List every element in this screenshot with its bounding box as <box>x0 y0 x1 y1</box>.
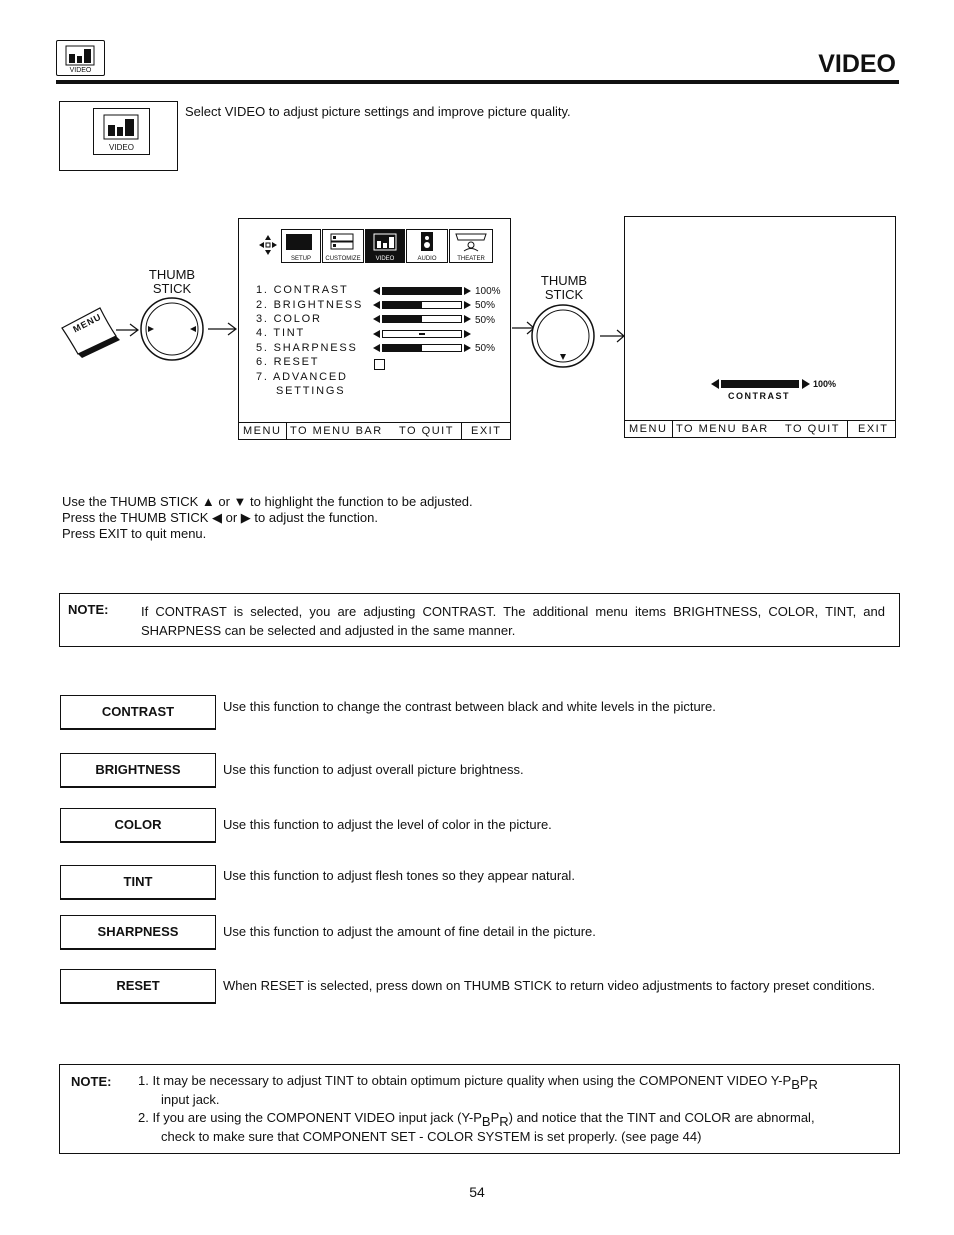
page-number: 54 <box>469 1184 485 1200</box>
note-box <box>59 593 900 647</box>
note-label: NOTE: <box>71 1074 112 1089</box>
tab-customize[interactable] <box>322 229 364 263</box>
note-label: NOTE: <box>68 602 109 617</box>
note-text: If CONTRAST is selected, you are adjusting CONTRAST. The additional menu items BRIGHTNESS, COLOR, TINT, and SHARPNESS can be selected and adjusted in the same manner. <box>141 604 885 638</box>
function-desc-color: Use this function to adjust the level of color in the picture. <box>223 817 552 832</box>
subscript-r: R <box>499 1114 509 1129</box>
function-label-tint: TINT <box>60 865 216 900</box>
brightness-slider-fill <box>383 302 422 308</box>
function-label-contrast: CONTRAST <box>60 695 216 730</box>
sharpness-slider-fill <box>383 345 422 351</box>
menu-item-tint[interactable]: 4. TINT <box>256 327 306 339</box>
tab-audio[interactable] <box>406 229 448 263</box>
navigation-pad-icon <box>257 233 279 257</box>
function-label-sharpness: SHARPNESS <box>60 915 216 950</box>
footer-menu: MENU <box>629 423 668 435</box>
function-desc-brightness: Use this function to adjust overall picture brightness. <box>223 762 524 777</box>
menu-item-sharpness[interactable]: 5. SHARPNESS <box>256 342 358 354</box>
footer-to-menu-bar: TO MENU BAR <box>676 423 769 435</box>
tab-setup-label: SETUP <box>290 256 311 262</box>
tv-icon <box>282 230 320 252</box>
theater-icon <box>450 230 492 252</box>
function-desc-sharpness: Use this function to adjust the amount of fine detail in the picture. <box>223 924 596 939</box>
brightness-slider[interactable] <box>382 301 462 309</box>
tab-theater-label: THEATER <box>457 256 485 262</box>
color-value: 50% <box>475 315 496 326</box>
thumb-stick-right-icon <box>530 302 628 372</box>
left-arrow-icon <box>710 378 720 390</box>
subscript-b: B <box>791 1077 800 1092</box>
reset-checkbox[interactable] <box>374 359 385 370</box>
video-icon <box>56 40 105 76</box>
thumb-label-right-2: STICK <box>544 287 584 302</box>
footer-to-quit: TO QUIT <box>785 423 840 435</box>
contrast-level-bar[interactable] <box>721 380 799 388</box>
contrast-adjust-screen <box>624 216 896 438</box>
video-icon <box>93 108 150 155</box>
letter-p: P <box>490 1110 500 1125</box>
left-arrows <box>371 285 381 365</box>
subscript-b: B <box>481 1114 491 1129</box>
menu-footer-bar <box>239 422 510 439</box>
footer-exit: EXIT <box>471 425 502 437</box>
subscript-r: R <box>808 1077 818 1092</box>
letter-p: P <box>799 1073 809 1088</box>
thumb-label-right-1: THUMB <box>540 273 588 288</box>
footer-to-quit: TO QUIT <box>399 425 454 437</box>
sharpness-value: 50% <box>475 343 496 354</box>
note-box <box>59 1064 900 1154</box>
tab-audio-label: AUDIO <box>417 256 437 262</box>
contrast-caption: CONTRAST <box>728 391 790 401</box>
note-item-2-cont: check to make sure that COMPONENT SET - COLOR SYSTEM is set properly. (see page 44) <box>161 1129 702 1144</box>
footer-menu: MENU <box>243 425 282 437</box>
instruction-line: Press EXIT to quit menu. <box>62 526 207 541</box>
sharpness-slider[interactable] <box>382 344 462 352</box>
customize-icon <box>323 230 363 252</box>
menu-key-label: MENU <box>71 311 104 335</box>
page-title: VIDEO <box>818 50 896 78</box>
brightness-value: 50% <box>475 300 496 311</box>
instruction-line: Press the THUMB STICK ◀ or ▶ to adjust the function. <box>62 510 378 525</box>
right-arrow-icon <box>801 378 811 390</box>
function-label-reset: RESET <box>60 969 216 1004</box>
footer-to-menu-bar: TO MENU BAR <box>290 425 383 437</box>
video-menu-screen <box>238 218 511 440</box>
note-item-2-text-end: ) and notice that the TINT and COLOR are abnormal, <box>508 1110 815 1125</box>
menu-item-contrast[interactable]: 1. CONTRAST <box>256 284 349 296</box>
menu-footer-bar <box>625 420 895 437</box>
tab-theater[interactable] <box>449 229 493 263</box>
thumb-label-left-2: STICK <box>152 281 192 296</box>
note-item-2-text: 2. If you are using the COMPONENT VIDEO input jack (Y-P <box>138 1110 482 1125</box>
menu-item-color[interactable]: 3. COLOR <box>256 313 322 325</box>
contrast-level-value: 100% <box>813 379 837 389</box>
note-item-1-text: 1. It may be necessary to adjust TINT to obtain optimum picture quality when using the COMPONENT VIDEO Y-P <box>138 1073 792 1088</box>
header-rule <box>56 80 899 84</box>
video-icon <box>366 230 404 252</box>
right-arrows <box>463 285 473 365</box>
tab-customize-label: CUSTOMIZE <box>325 256 361 262</box>
tint-center-marker <box>419 333 425 335</box>
tab-video[interactable] <box>365 229 405 263</box>
menu-item-advanced-settings[interactable]: SETTINGS <box>276 385 346 397</box>
thumb-stick-left-icon <box>140 295 240 365</box>
speaker-icon <box>407 230 447 252</box>
video-icon-caption: VIDEO <box>109 143 134 152</box>
contrast-slider[interactable] <box>382 287 462 295</box>
function-label-color: COLOR <box>60 808 216 843</box>
tab-video-label: VIDEO <box>375 256 395 262</box>
color-slider-fill <box>383 316 422 322</box>
tint-slider[interactable] <box>382 330 462 338</box>
tab-setup[interactable] <box>281 229 321 263</box>
function-desc-contrast: Use this function to change the contrast between black and white levels in the picture. <box>223 699 716 714</box>
contrast-value: 100% <box>475 286 501 297</box>
intro-text: Select VIDEO to adjust picture settings and improve picture quality. <box>185 104 571 119</box>
color-slider[interactable] <box>382 315 462 323</box>
footer-exit: EXIT <box>858 423 889 435</box>
video-icon-caption: VIDEO <box>69 67 92 74</box>
thumb-label-left-1: THUMB <box>148 267 196 282</box>
instruction-line: Use the THUMB STICK ▲ or ▼ to highlight the function to be adjusted. <box>62 494 473 509</box>
note-item-1-cont: input jack. <box>161 1092 220 1107</box>
function-label-brightness: BRIGHTNESS <box>60 753 216 788</box>
function-desc-tint: Use this function to adjust flesh tones so they appear natural. <box>223 868 575 883</box>
menu-item-advanced[interactable]: 7. ADVANCED <box>256 371 348 383</box>
menu-item-reset[interactable]: 6. RESET <box>256 356 320 368</box>
contrast-level-fill <box>721 380 799 388</box>
function-desc-reset: When RESET is selected, press down on THUMB STICK to return video adjustments to factory preset conditions. <box>223 978 875 993</box>
contrast-slider-fill <box>383 288 461 294</box>
instructions <box>62 494 473 542</box>
menu-item-brightness[interactable]: 2. BRIGHTNESS <box>256 299 364 311</box>
